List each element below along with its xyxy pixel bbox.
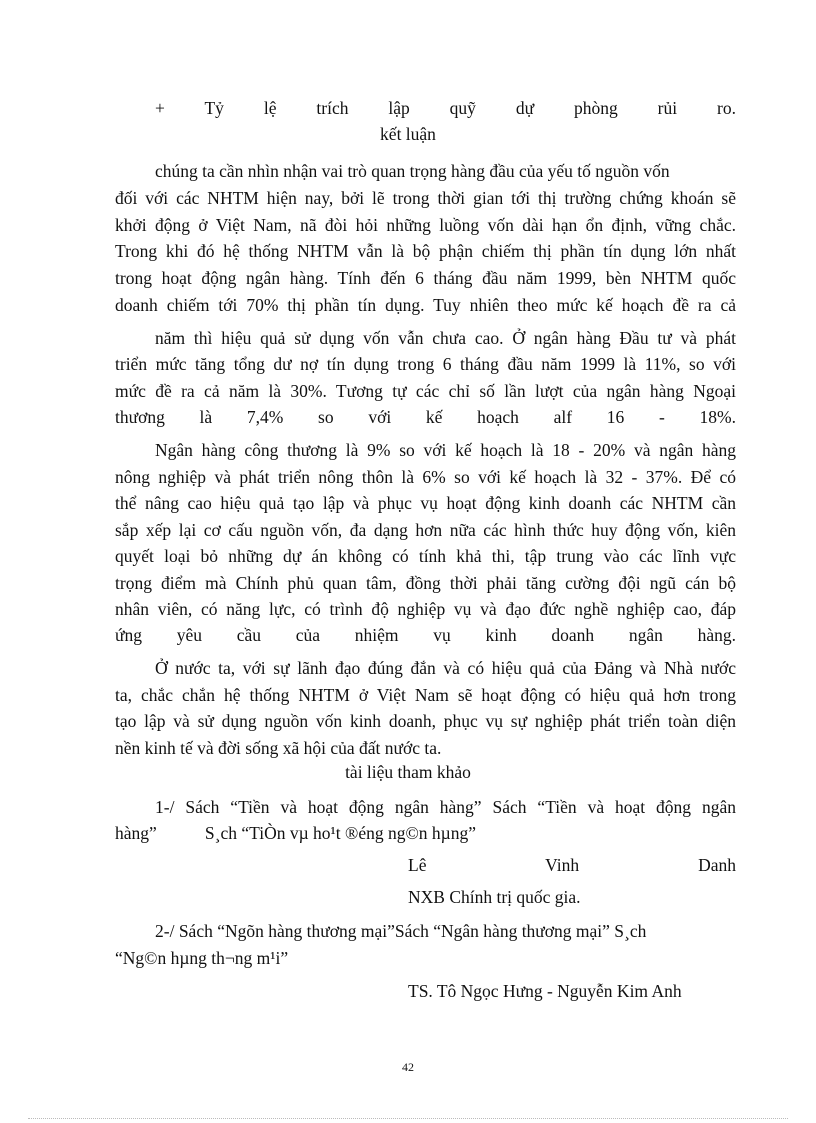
paragraph-line: đối với các NHTM hiện nay, bởi lẽ trong thời gian tới thị trường chứng khoán sẽ — [115, 188, 736, 208]
reference-line: 1-/ Sách “Tiền và hoạt động ngân hàng” Sách “Tiền và hoạt động ngân — [155, 797, 736, 817]
conclusion-heading: kết luận — [380, 124, 436, 144]
reference-line: 2-/ Sách “Ngõn hàng thương mại”Sách “Ngân hàng thương mại” S¸ch — [155, 921, 647, 941]
paragraph-line: triển mức tăng tổng dư nợ tín dụng trong 6 tháng đầu năm 1999 là 11%, so với — [115, 354, 736, 374]
paragraph-line: ứng yêu cầu của nhiệm vụ kinh doanh ngân hàng. — [115, 625, 736, 645]
reference-author: TS. Tô Ngọc Hưng - Nguyễn Kim Anh — [408, 981, 682, 1001]
paragraph-line: trọng điểm mà Chính phủ quan tâm, đồng thời phải tăng cường đội ngũ cán bộ — [115, 573, 736, 593]
paragraph-line: năm thì hiệu quả sử dụng vốn vẫn chưa cao. Ở ngân hàng Đầu tư và phát — [155, 328, 736, 348]
paragraph-line: doanh chiếm tới 70% thị phần tín dụng. Tuy nhiên theo mức kế hoạch đề ra cả — [115, 295, 736, 315]
paragraph-line: trong hoạt động ngân hàng. Tính đến 6 tháng đầu năm 1999, bèn NHTM quốc — [115, 268, 736, 288]
paragraph-line: ta, chắc chắn hệ thống NHTM ở Việt Nam sẽ hoạt động có hiệu quả hơn trong — [115, 685, 736, 705]
paragraph-line: khởi động ở Việt Nam, nã đòi hỏi những luồng vốn dài hạn ổn định, vững chắc. — [115, 215, 736, 235]
paragraph-line: Ở nước ta, với sự lãnh đạo đúng đắn và có hiệu quả của Đảng và Nhà nước — [155, 658, 736, 678]
paragraph-line: nông nghiệp và phát triển nông thôn là 6% so với kế hoạch là 32 - 37%. Để có — [115, 467, 736, 487]
paragraph-line: thương là 7,4% so với kế hoạch alf 16 - 18%. — [115, 407, 736, 427]
references-heading: tài liệu tham khảo — [345, 762, 471, 782]
paragraph-line: nhân viên, có năng lực, có trình độ nghiệp vụ và đạo đức nghề nghiệp cao, đáp — [115, 599, 736, 619]
reference-author: Lê Vinh Danh — [408, 855, 736, 875]
page-number: 42 — [402, 1060, 414, 1074]
paragraph-line: Trong khi đó hệ thống NHTM vẫn là bộ phận chiếm thị phần tín dụng lớn nhất — [115, 241, 736, 261]
reference-line: “Ng©n hµng th¬ng m¹i” — [115, 948, 289, 968]
risk-provision-line: + Tỷ lệ trích lập quỹ dự phòng rủi ro. — [155, 98, 736, 118]
paragraph-line: thể nâng cao hiệu quả tạo lập và phục vụ hoạt động kinh doanh các NHTM cần — [115, 493, 736, 513]
paragraph-line: quyết loại bỏ những dự án không có tính khả thi, tập trung vào các lĩnh vực — [115, 546, 736, 566]
paragraph-line: mức đề ra cả năm là 30%. Tương tự các chỉ số lần lượt của ngân hàng Ngoại — [115, 381, 736, 401]
paragraph-line: chúng ta cần nhìn nhận vai trò quan trọng hàng đầu của yếu tố nguồn vốn — [155, 161, 670, 181]
page-bottom-divider — [28, 1118, 788, 1119]
paragraph-line: sắp xếp lại cơ cấu nguồn vốn, đa dạng hơn nữa các hình thức huy động vốn, kiên — [115, 520, 736, 540]
reference-line: hàng” S¸ch “TiÒn vµ ho¹t ®éng ng©n hµng” — [115, 823, 476, 843]
paragraph-line: Ngân hàng công thương là 9% so với kế hoạch là 18 - 20% và ngân hàng — [155, 440, 736, 460]
paragraph-line: nền kinh tế và đời sống xã hội của đất nước ta. — [115, 738, 442, 758]
reference-publisher: NXB Chính trị quốc gia. — [408, 887, 581, 907]
paragraph-line: tạo lập và sử dụng nguồn vốn kinh doanh, phục vụ sự nghiệp phát triển toàn diện — [115, 711, 736, 731]
